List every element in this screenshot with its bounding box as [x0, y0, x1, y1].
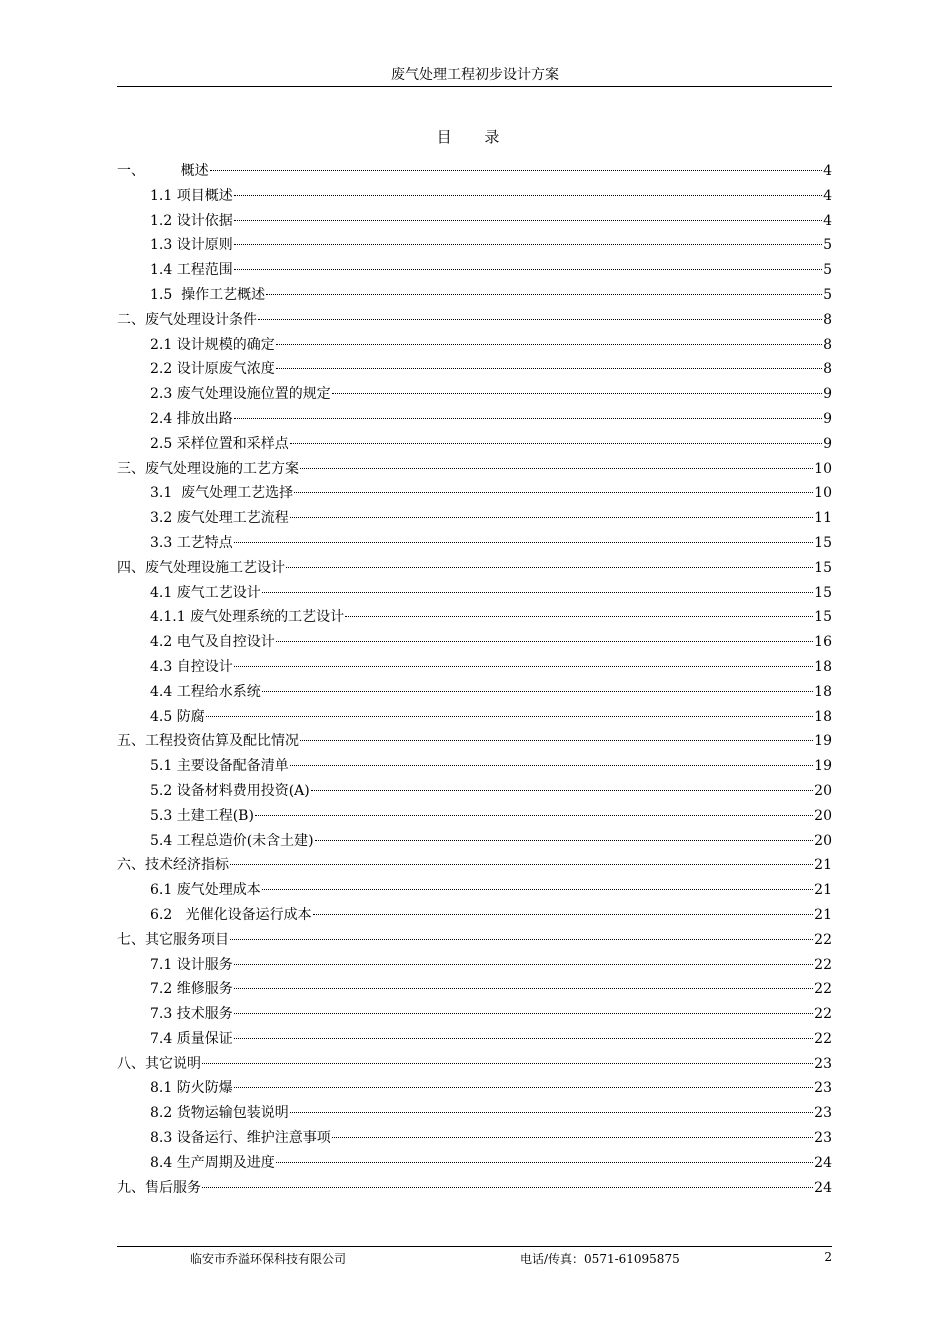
toc-dot-leader [345, 616, 813, 617]
toc-entry-page: 10 [814, 460, 832, 477]
toc-dot-leader [294, 492, 813, 493]
toc-entry[interactable] [117, 1077, 832, 1102]
toc-entry[interactable] [117, 358, 832, 383]
toc-entry-page: 18 [814, 658, 832, 675]
toc-entry-title: 7.4 质量保证 [150, 1030, 233, 1047]
toc-entry-title: 七、其它服务项目 [117, 931, 229, 948]
toc-entry[interactable] [117, 185, 832, 210]
toc-dot-leader [290, 1112, 813, 1113]
toc-entry-page: 9 [823, 410, 832, 427]
toc-entry-page: 8 [823, 311, 832, 328]
toc-dot-leader [234, 269, 822, 270]
toc-entry[interactable] [117, 830, 832, 855]
toc-entry-page: 21 [814, 857, 832, 874]
toc-entry[interactable] [117, 929, 832, 954]
toc-entry-page: 15 [814, 584, 832, 601]
toc-entry[interactable] [117, 557, 832, 582]
toc-entry[interactable] [117, 1127, 832, 1152]
toc-dot-leader [266, 294, 822, 295]
toc-entry-page: 8 [823, 336, 832, 353]
toc-entry-title: 九、售后服务 [117, 1179, 201, 1196]
toc-heading: 目 录 [436, 128, 514, 146]
toc-entry[interactable] [117, 433, 832, 458]
toc-entry[interactable] [117, 780, 832, 805]
toc-entry[interactable] [117, 507, 832, 532]
toc-entry-title: 7.1 设计服务 [150, 956, 233, 973]
toc-dot-leader [276, 1162, 813, 1163]
toc-dot-leader [234, 666, 813, 667]
toc-entry[interactable] [117, 1177, 832, 1202]
toc-entry-page: 22 [814, 981, 832, 998]
toc-entry-page: 15 [814, 559, 832, 576]
toc-entry-page: 24 [814, 1179, 832, 1196]
toc-dot-leader [234, 1013, 813, 1014]
toc-entry-page: 22 [814, 931, 832, 948]
toc-entry[interactable] [117, 408, 832, 433]
toc-dot-leader [332, 1137, 813, 1138]
toc-entry-title: 5.3 土建工程(B) [150, 807, 254, 824]
toc-dot-leader [234, 988, 813, 989]
toc-entry-title: 4.5 防腐 [150, 708, 205, 725]
toc-entry-page: 9 [823, 435, 832, 452]
toc-entry-page: 20 [814, 807, 832, 824]
toc-entry[interactable] [117, 309, 832, 334]
toc-dot-leader [300, 468, 813, 469]
toc-entry[interactable] [117, 730, 832, 755]
toc-entry[interactable] [117, 854, 832, 879]
toc-entry-title: 八、其它说明 [117, 1055, 201, 1072]
toc-entry-page: 22 [814, 1030, 832, 1047]
toc-entry-title: 3.3 工艺特点 [150, 534, 233, 551]
toc-entry[interactable] [117, 210, 832, 235]
toc-dot-leader [234, 1038, 813, 1039]
toc-entry-page: 5 [823, 286, 832, 303]
toc-entry-page: 15 [814, 609, 832, 626]
toc-dot-leader [286, 567, 813, 568]
toc-entry-page: 23 [814, 1055, 832, 1072]
toc-entry-page: 5 [823, 262, 832, 279]
toc-entry-page: 19 [814, 758, 832, 775]
toc-entry[interactable] [117, 1152, 832, 1177]
toc-entry-page: 23 [814, 1080, 832, 1097]
toc-entry-title: 8.1 防火防爆 [150, 1080, 233, 1097]
toc-entry[interactable] [117, 1102, 832, 1127]
toc-entry[interactable] [117, 755, 832, 780]
toc-dot-leader [311, 790, 813, 791]
toc-entry[interactable] [117, 954, 832, 979]
toc-dot-leader [258, 319, 822, 320]
toc-entry-title: 1.5 操作工艺概述 [150, 286, 266, 303]
toc-entry[interactable] [117, 656, 832, 681]
toc-entry-page: 24 [814, 1154, 832, 1171]
toc-entry-title: 8.3 设备运行、维护注意事项 [150, 1130, 331, 1147]
toc-entry-title: 5.1 主要设备配备清单 [150, 758, 289, 775]
toc-entry-page: 21 [814, 882, 832, 899]
toc-entry-title: 6.1 废气处理成本 [150, 882, 261, 899]
toc-entry-title: 7.2 维修服务 [150, 981, 233, 998]
toc-entry-page: 22 [814, 1006, 832, 1023]
toc-dot-leader [234, 244, 822, 245]
toc-entry[interactable] [117, 606, 832, 631]
toc-entry-title: 2.2 设计原废气浓度 [150, 361, 275, 378]
toc-entry-title: 1.4 工程范围 [150, 262, 233, 279]
toc-entry-page: 4 [823, 187, 832, 204]
toc-entry[interactable] [117, 532, 832, 557]
toc-entry[interactable] [117, 458, 832, 483]
toc-entry[interactable] [117, 582, 832, 607]
page-header-title: 废气处理工程初步设计方案 [391, 67, 559, 83]
toc-entry[interactable] [117, 259, 832, 284]
toc-dot-leader [210, 170, 822, 171]
toc-entry[interactable] [117, 631, 832, 656]
toc-entry-title: 4.1.1 废气处理系统的工艺设计 [150, 609, 345, 626]
toc-entry-page: 16 [814, 634, 832, 651]
toc-dot-leader [234, 1087, 813, 1088]
toc-entry-title: 3.2 废气处理工艺流程 [150, 510, 289, 527]
toc-entry-page: 19 [814, 733, 832, 750]
toc-dot-leader [262, 691, 813, 692]
toc-dot-leader [276, 368, 822, 369]
toc-dot-leader [255, 815, 813, 816]
toc-entry-title: 8.4 生产周期及进度 [150, 1154, 275, 1171]
toc-dot-leader [315, 840, 814, 841]
toc-entry-title: 4.2 电气及自控设计 [150, 634, 275, 651]
toc-entry-title: 6.2 光催化设备运行成本 [150, 906, 312, 923]
toc-entry-page: 20 [814, 782, 832, 799]
toc-dot-leader [262, 889, 813, 890]
toc-entry-title: 2.5 采样位置和采样点 [150, 435, 289, 452]
toc-dot-leader [234, 418, 822, 419]
toc-entry-title: 四、废气处理设施工艺设计 [117, 559, 285, 576]
toc-dot-leader [202, 1063, 813, 1064]
table-of-contents [117, 160, 832, 1201]
toc-entry-title: 4.3 自控设计 [150, 658, 233, 675]
toc-entry-title: 4.4 工程给水系统 [150, 683, 261, 700]
toc-entry[interactable] [117, 879, 832, 904]
toc-entry[interactable] [117, 284, 832, 309]
toc-entry-title: 一、 概述 [117, 163, 209, 179]
toc-dot-leader [202, 1187, 813, 1188]
toc-entry[interactable] [117, 681, 832, 706]
toc-entry-title: 1.2 设计依据 [150, 212, 233, 229]
footer-phone: 电话/传真：0571-61095875 [520, 1252, 680, 1266]
toc-entry[interactable] [117, 904, 832, 929]
toc-dot-leader [262, 592, 813, 593]
toc-dot-leader [290, 443, 822, 444]
toc-dot-leader [332, 393, 822, 394]
header-divider [117, 86, 832, 87]
toc-dot-leader [234, 220, 822, 221]
toc-entry-page: 9 [823, 386, 832, 403]
toc-dot-leader [276, 344, 822, 345]
toc-dot-leader [300, 740, 813, 741]
footer-page-number: 2 [824, 1250, 832, 1264]
toc-entry[interactable] [117, 334, 832, 359]
toc-entry-page: 10 [814, 485, 832, 502]
toc-entry-title: 5.4 工程总造价(未含土建) [150, 832, 314, 849]
toc-entry[interactable] [117, 978, 832, 1003]
toc-dot-leader [230, 939, 813, 940]
toc-entry-title: 4.1 废气工艺设计 [150, 584, 261, 601]
toc-entry[interactable] [117, 383, 832, 408]
toc-dot-leader [230, 864, 813, 865]
toc-entry-title: 1.3 设计原则 [150, 237, 233, 254]
toc-entry-page: 11 [814, 510, 832, 527]
toc-dot-leader [290, 765, 813, 766]
toc-entry-page: 4 [823, 212, 832, 229]
toc-entry-title: 2.3 废气处理设施位置的规定 [150, 386, 331, 403]
toc-entry-title: 三、废气处理设施的工艺方案 [117, 460, 299, 477]
toc-dot-leader [276, 641, 813, 642]
toc-entry-page: 18 [814, 683, 832, 700]
toc-entry-title: 1.1 项目概述 [150, 187, 233, 204]
toc-entry-page: 22 [814, 956, 832, 973]
toc-entry-title: 3.1 废气处理工艺选择 [150, 485, 294, 502]
toc-entry-page: 21 [814, 906, 832, 923]
toc-dot-leader [234, 195, 822, 196]
toc-entry-title: 六、技术经济指标 [117, 857, 229, 874]
toc-entry-title: 5.2 设备材料费用投资(A) [150, 782, 310, 799]
toc-entry[interactable] [117, 706, 832, 731]
toc-entry[interactable] [117, 805, 832, 830]
toc-entry-title: 2.1 设计规模的确定 [150, 336, 275, 353]
toc-entry-title: 8.2 货物运输包装说明 [150, 1105, 289, 1122]
toc-entry-title: 7.3 技术服务 [150, 1006, 233, 1023]
footer-divider [117, 1246, 832, 1247]
toc-entry[interactable] [117, 1003, 832, 1028]
toc-entry-title: 二、废气处理设计条件 [117, 311, 257, 328]
toc-entry-title: 五、工程投资估算及配比情况 [117, 733, 299, 750]
footer-company: 临安市乔溢环保科技有限公司 [190, 1252, 347, 1266]
toc-entry[interactable] [117, 160, 832, 185]
toc-dot-leader [234, 964, 813, 965]
toc-entry[interactable] [117, 1053, 832, 1078]
toc-entry[interactable] [117, 234, 832, 259]
toc-entry-page: 8 [823, 361, 832, 378]
toc-entry-page: 18 [814, 708, 832, 725]
toc-dot-leader [290, 517, 813, 518]
toc-entry-page: 4 [823, 163, 832, 179]
toc-dot-leader [234, 542, 813, 543]
toc-entry[interactable] [117, 1028, 832, 1053]
toc-entry-title: 2.4 排放出路 [150, 410, 233, 427]
toc-dot-leader [206, 716, 813, 717]
page-footer [117, 1250, 832, 1268]
toc-entry-page: 5 [823, 237, 832, 254]
toc-entry[interactable] [117, 482, 832, 507]
toc-dot-leader [313, 914, 814, 915]
toc-entry-page: 15 [814, 534, 832, 551]
toc-entry-page: 23 [814, 1105, 832, 1122]
toc-entry-page: 23 [814, 1130, 832, 1147]
toc-entry-page: 20 [814, 832, 832, 849]
